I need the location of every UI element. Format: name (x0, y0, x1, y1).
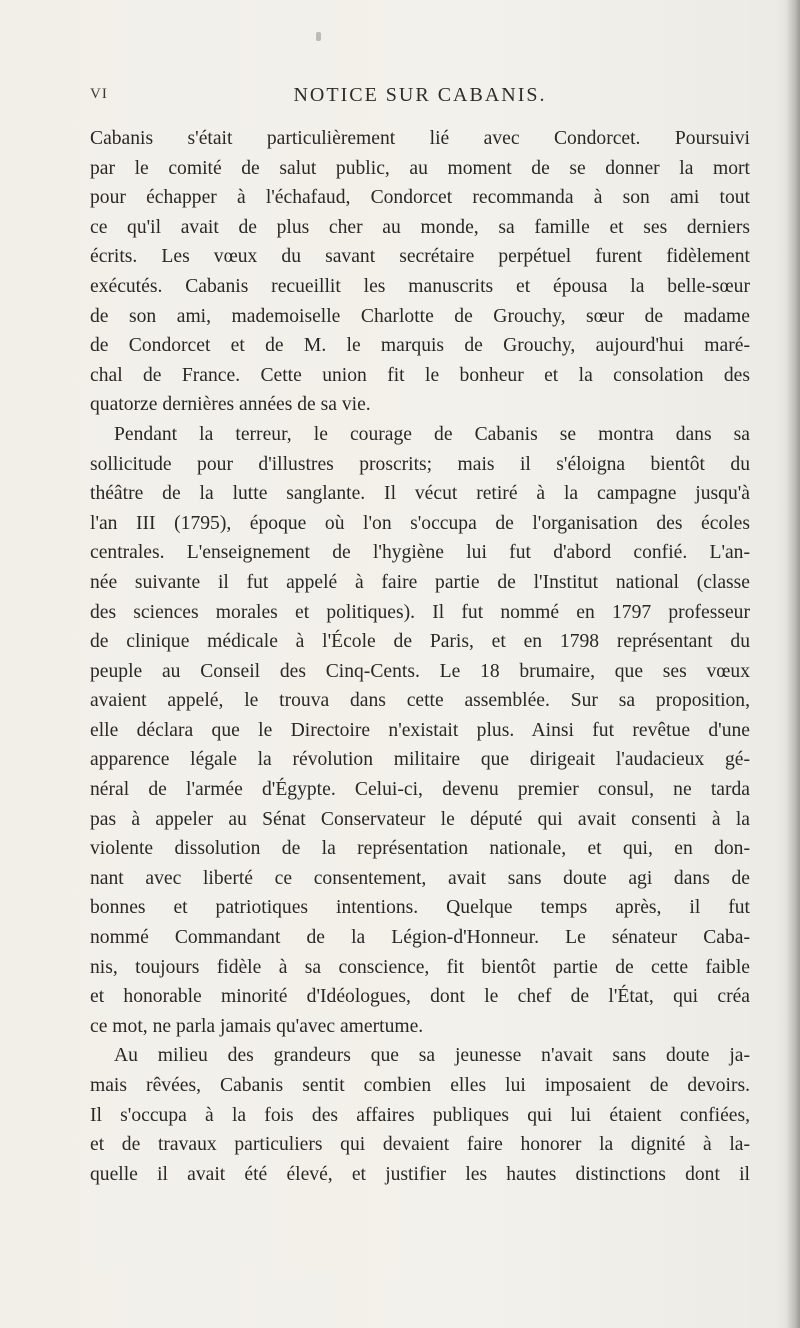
text-line: quelle il avait été élevé, et justifier les hautes distinctions dont il (90, 1163, 750, 1185)
text-line: et de travaux particuliers qui devaient faire honorer la dignité à la- (90, 1134, 750, 1156)
page-edge-shadow (786, 0, 800, 1328)
running-head: NOTICE SUR CABANIS. (293, 84, 547, 106)
text-line: néral de l'armée d'Égypte. Celui-ci, devenu premier consul, ne tarda (90, 779, 750, 801)
body-text (90, 124, 750, 1189)
text-line: chal de France. Cette union fit le bonheur et la consolation des (90, 364, 750, 386)
text-line: ce mot, ne parla jamais qu'avec amertume. (90, 1015, 424, 1037)
text-line: pas à appeler au Sénat Conservateur le député qui avait consenti à la (90, 808, 750, 830)
text-line: violente dissolution de la représentation nationale, et qui, en don- (90, 838, 750, 860)
text-line: avaient appelé, le trouva dans cette assemblée. Sur sa proposition, (90, 690, 750, 712)
text-line: née suivante il fut appelé à faire partie de l'Institut national (classe (90, 571, 750, 593)
text-line: bonnes et patriotiques intentions. Quelque temps après, il fut (90, 897, 750, 919)
text-line: sollicitude pour d'illustres proscrits; mais il s'éloigna bientôt du (90, 453, 750, 475)
text-line: quatorze dernières années de sa vie. (90, 394, 371, 416)
text-line: et honorable minorité d'Idéologues, dont le chef de l'État, qui créa (90, 986, 750, 1008)
text-line: théâtre de la lutte sanglante. Il vécut retiré à la campagne jusqu'à (90, 483, 750, 505)
text-line: nis, toujours fidèle à sa conscience, fit bientôt partie de cette faible (90, 956, 750, 978)
page-number: VI (90, 86, 108, 102)
text-line: mais rêvées, Cabanis sentit combien elles lui imposaient de devoirs. (90, 1075, 750, 1096)
text-line: de son ami, mademoiselle Charlotte de Grouchy, sœur de madame (90, 305, 750, 327)
text-line: écrits. Les vœux du savant secrétaire perpétuel furent fidèlement (90, 246, 750, 268)
text-line: nant avec liberté ce consentement, avait sans doute agi dans de (90, 867, 750, 889)
text-line: peuple au Conseil des Cinq-Cents. Le 18 brumaire, que ses vœux (90, 660, 750, 682)
text-line: Il s'occupa à la fois des affaires publiques qui lui étaient confiées, (90, 1104, 750, 1126)
text-line: centrales. L'enseignement de l'hygiène lui fut d'abord confié. L'an- (90, 542, 750, 564)
text-line: des sciences morales et politiques). Il fut nommé en 1797 professeur (90, 601, 750, 623)
ink-speck (316, 32, 321, 41)
text-line: de Condorcet et de M. le marquis de Grouchy, aujourd'hui maré- (90, 335, 750, 357)
text-line: elle déclara que le Directoire n'existait plus. Ainsi fut revêtue d'une (90, 719, 750, 741)
page-header (90, 84, 750, 110)
text-line: nommé Commandant de la Légion-d'Honneur. Le sénateur Caba- (90, 927, 750, 949)
text-line: apparence légale la révolution militaire que dirigeait l'audacieux gé- (90, 749, 750, 771)
text-line: l'an III (1795), époque où l'on s'occupa de l'organisation des écoles (90, 512, 750, 534)
text-line: exécutés. Cabanis recueillit les manuscrits et épousa la belle-sœur (90, 275, 750, 297)
text-line: Au milieu des grandeurs que sa jeunesse n'avait sans doute ja- (114, 1045, 750, 1067)
text-line: de clinique médicale à l'École de Paris, et en 1798 représentant du (90, 631, 750, 653)
text-line: Cabanis s'était particulièrement lié avec Condorcet. Poursuivi (90, 128, 750, 149)
text-line: par le comité de salut public, au moment de se donner la mort (90, 157, 750, 179)
text-line: Pendant la terreur, le courage de Cabanis se montra dans sa (114, 423, 750, 445)
text-line: pour échapper à l'échafaud, Condorcet recommanda à son ami tout (90, 187, 750, 209)
text-line: ce qu'il avait de plus cher au monde, sa famille et ses derniers (90, 216, 750, 238)
